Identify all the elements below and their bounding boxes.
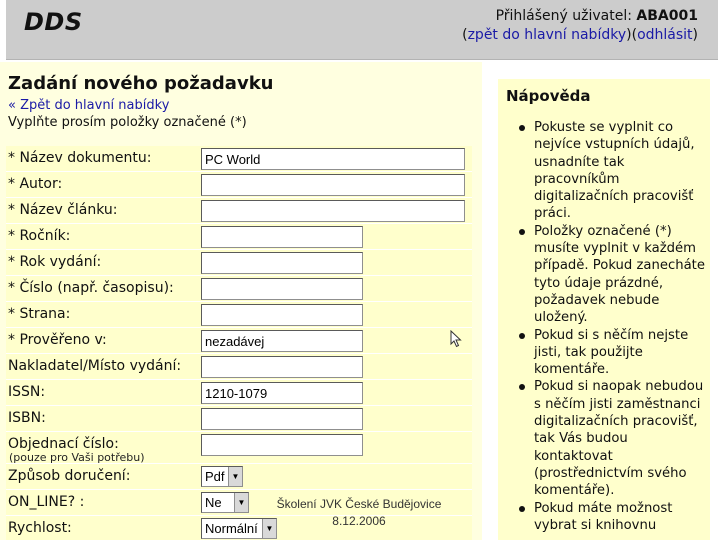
field-page — [6, 302, 472, 328]
help-item-text: Pokud si naopak nebudou s něčím jisti zaměstnanci digitalizačních pracovišť, tak Vás budou kontaktovat (prostřednictvím svého komentáře). — [534, 379, 704, 499]
watermark-line-2: 8.12.2006 — [332, 514, 386, 528]
field-label: Nakladatel/Místo vydání: — [8, 358, 182, 374]
help-panel — [498, 79, 710, 540]
field-volume — [6, 224, 472, 250]
field-label: * Ročník: — [8, 228, 71, 244]
help-item-text: Pokud máte možnost vybrat si knihovnu — [534, 500, 673, 533]
field-author — [6, 172, 472, 198]
form-instruction: Vyplňte prosím položky označené (*) — [8, 115, 247, 130]
help-title: Nápověda — [506, 87, 591, 105]
field-label: ISBN: — [8, 410, 46, 426]
paren-mid: )( — [626, 27, 638, 43]
paren-open: ( — [462, 27, 468, 43]
field-order-number — [6, 432, 472, 464]
field-label: * Název článku: — [8, 202, 118, 218]
paren-close: ) — [692, 27, 698, 43]
field-label: Objednací číslo: — [8, 436, 119, 452]
field-year — [6, 250, 472, 276]
help-item-text: Položky označené (*) musíte vyplnit v každém případě. Pokud zanecháte tyto údaje prázdné, požadavek nebude uložený. — [534, 223, 705, 326]
page-title: Zadání nového požadavku — [8, 73, 274, 94]
issn-input[interactable]: 1210-1079 — [201, 382, 363, 404]
form-fields — [6, 146, 472, 540]
speed-value: Normální — [205, 521, 258, 536]
bullet-icon — [519, 125, 525, 131]
mouse-cursor-icon — [450, 330, 462, 348]
user-name: ABA001 — [636, 8, 698, 24]
verified-in-input[interactable]: nezadávej — [201, 330, 363, 352]
publisher-input[interactable] — [201, 356, 363, 378]
field-label: * Strana: — [8, 306, 71, 322]
header-nav — [462, 27, 698, 43]
help-item — [506, 327, 706, 379]
field-label: * Rok vydání: — [8, 254, 102, 270]
field-sublabel: (pouze pro Vaši potřebu) — [9, 451, 145, 464]
chevron-down-icon: ▼ — [234, 493, 248, 512]
bullet-icon — [519, 384, 525, 390]
article-title-input[interactable] — [201, 200, 465, 222]
field-isbn — [6, 406, 472, 432]
isbn-input[interactable] — [201, 408, 363, 430]
help-list — [506, 119, 706, 534]
field-label: ISSN: — [8, 384, 46, 400]
field-issn — [6, 380, 472, 406]
slide-watermark — [258, 496, 460, 530]
chevron-down-icon: ▼ — [228, 467, 242, 486]
field-label: Rychlost: — [8, 520, 72, 536]
field-issue-number — [6, 276, 472, 302]
back-to-main-menu-link[interactable]: « Zpět do hlavní nabídky — [8, 98, 170, 113]
field-label: * Název dokumentu: — [8, 150, 152, 166]
field-label: * Autor: — [8, 176, 63, 192]
document-title-input[interactable]: PC World — [201, 148, 465, 170]
help-item — [506, 500, 706, 535]
online-value: Ne — [205, 495, 222, 510]
online-select[interactable] — [201, 492, 249, 513]
author-input[interactable] — [201, 174, 465, 196]
help-item-text: Pokud si s něčím nejste jisti, tak použijte komentáře. — [534, 327, 689, 378]
help-item — [506, 223, 706, 327]
bullet-icon — [519, 333, 525, 339]
issue-number-input[interactable] — [201, 278, 363, 300]
user-label: Přihlášený uživatel: — [495, 8, 632, 24]
chevron-down-icon: ▼ — [262, 519, 276, 538]
field-label: * Číslo (např. časopisu): — [8, 280, 174, 296]
help-item — [506, 119, 706, 223]
volume-input[interactable] — [201, 226, 363, 248]
order-number-input[interactable] — [201, 434, 363, 456]
field-label: Způsob doručení: — [8, 468, 131, 484]
year-input[interactable] — [201, 252, 363, 274]
field-label: ON_LINE? : — [8, 494, 85, 510]
field-verified-in — [6, 328, 472, 354]
logged-in-user — [496, 8, 698, 24]
page-input[interactable] — [201, 304, 363, 326]
bullet-icon — [519, 229, 525, 235]
help-item-text: Pokuste se vyplnit co nejvíce vstupních údajů, usnadníte tak pracovníkům digitalizačních pracovišť práci. — [534, 120, 695, 222]
field-publisher — [6, 354, 472, 380]
delivery-method-value: Pdf — [205, 469, 225, 484]
field-article-title — [6, 198, 472, 224]
help-item — [506, 378, 706, 499]
request-form-panel — [0, 62, 482, 540]
field-label: * Prověřeno v: — [8, 332, 107, 348]
field-delivery-method — [6, 464, 472, 490]
main-menu-link[interactable]: zpět do hlavní nabídky — [467, 27, 627, 43]
watermark-line-1: Školení JVK České Budějovice — [276, 497, 442, 511]
app-logo: DDS — [24, 8, 83, 36]
delivery-method-select[interactable] — [201, 466, 243, 487]
field-document-title — [6, 146, 472, 172]
top-header — [6, 0, 718, 60]
logout-link[interactable]: odhlásit — [637, 27, 693, 43]
bullet-icon — [519, 506, 525, 512]
